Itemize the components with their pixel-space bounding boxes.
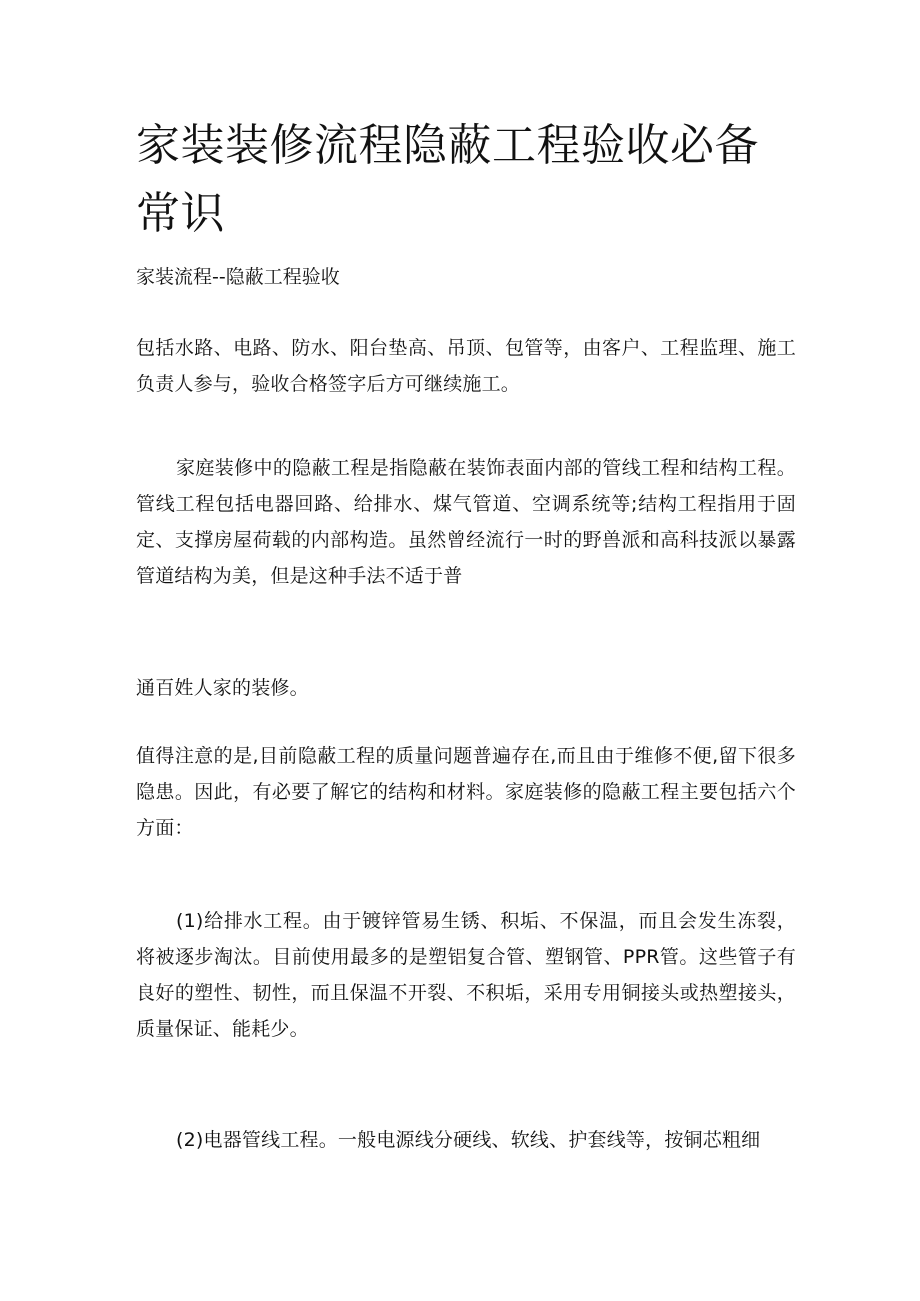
document-title: 家装装修流程隐蔽工程验收必备常识 (136, 120, 759, 239)
paragraph-continuation: 通百姓人家的装修。 (136, 677, 309, 699)
paragraph-scope: 包括水路、电路、防水、阳台垫高、吊顶、包管等，由客户、工程监理、施工负责人参与，验收合格签字后方可继续施工。 (136, 337, 796, 395)
document-subtitle: 家装流程--隐蔽工程验收 (136, 266, 340, 288)
paragraph-attention: 值得注意的是,目前隐蔽工程的质量问题普遍存在,而且由于维修不便,留下很多隐患。因此，有必要了解它的结构和材料。家庭装修的隐蔽工程主要包括六个方面： (136, 745, 796, 839)
paragraph-water-works: (1)给排水工程。由于镀锌管易生锈、积垢、不保温，而且会发生冻裂，将被逐步淘汰。目前使用最多的是塑铝复合管、塑钢管、PPR管。这些管子有良好的塑性、韧性，而且保温不开裂、不积垢，采用专用铜接头或热塑接头，质量保证、能耗少。 (136, 910, 796, 1040)
paragraph-electrical-works: (2)电器管线工程。一般电源线分硬线、软线、护套线等，按铜芯粗细 (176, 1129, 761, 1151)
paragraph-definition: 家庭装修中的隐蔽工程是指隐蔽在装饰表面内部的管线工程和结构工程。管线工程包括电器回路、给排水、煤气管道、空调系统等;结构工程指用于固定、支撑房屋荷载的内部构造。虽然曾经流行一时的野兽派和高科技派以暴露管道结构为美，但是这种手法不适于普 (136, 457, 796, 587)
